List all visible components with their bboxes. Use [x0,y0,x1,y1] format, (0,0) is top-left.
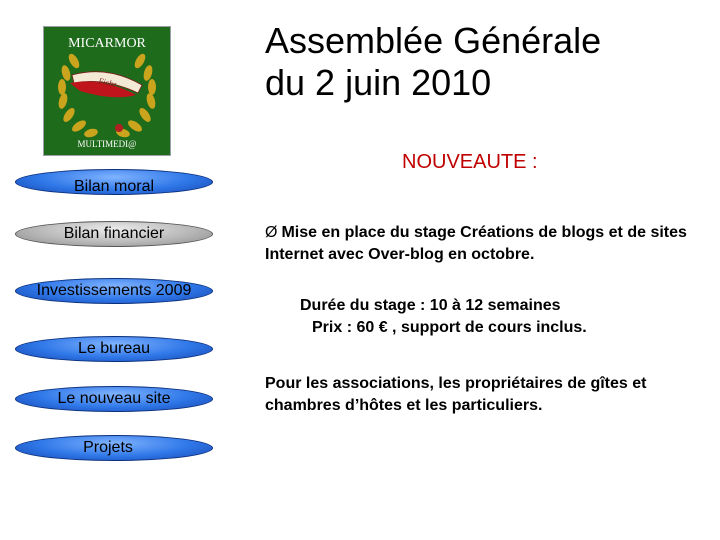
laurel-wreath-icon [44,27,170,155]
stage-details [300,295,700,339]
stage-audience: Pour les associations, les propriétaires de gîtes et chambres d’hôtes et les particuliers. [265,375,647,414]
nouveaute-heading: NOUVEAUTE : [402,151,538,173]
stage-price: Prix : 60 € , support de cours inclus. [312,319,587,336]
bilan-moral-label: Bilan moral [73,178,155,195]
investissements-2009-button[interactable] [15,278,213,304]
le-bureau-button[interactable] [15,336,213,362]
logo-top-text: MICARMOR [68,36,146,51]
micarmor-logo [44,27,170,155]
logo-scroll-text: Fiche [97,76,118,89]
stage-bullet [265,222,705,266]
stage-duration: Durée du stage : 10 à 12 semaines [300,297,561,314]
le-bureau-label: Le bureau [77,340,151,357]
investissements-2009-label: Investissements 2009 [36,282,192,299]
title-line-1: Assemblée Générale [265,20,602,61]
stage-bullet-text: Mise en place du stage Créations de blogs et de sites Internet avec Over-blog en octobre. [265,224,687,263]
bilan-financier-label: Bilan financier [63,225,165,242]
projets-button[interactable] [15,435,213,461]
logo-bottom-text: MULTIMEDI@ [77,139,137,149]
bilan-moral-button[interactable] [15,169,213,195]
le-nouveau-site-button[interactable] [15,386,213,412]
page-title [265,20,601,104]
bilan-financier-button[interactable] [15,221,213,247]
projets-label: Projets [83,439,133,456]
arrowhead-bullet-icon: Ø [265,224,278,241]
le-nouveau-site-label: Le nouveau site [57,390,171,407]
title-line-2: du 2 juin 2010 [265,62,492,103]
